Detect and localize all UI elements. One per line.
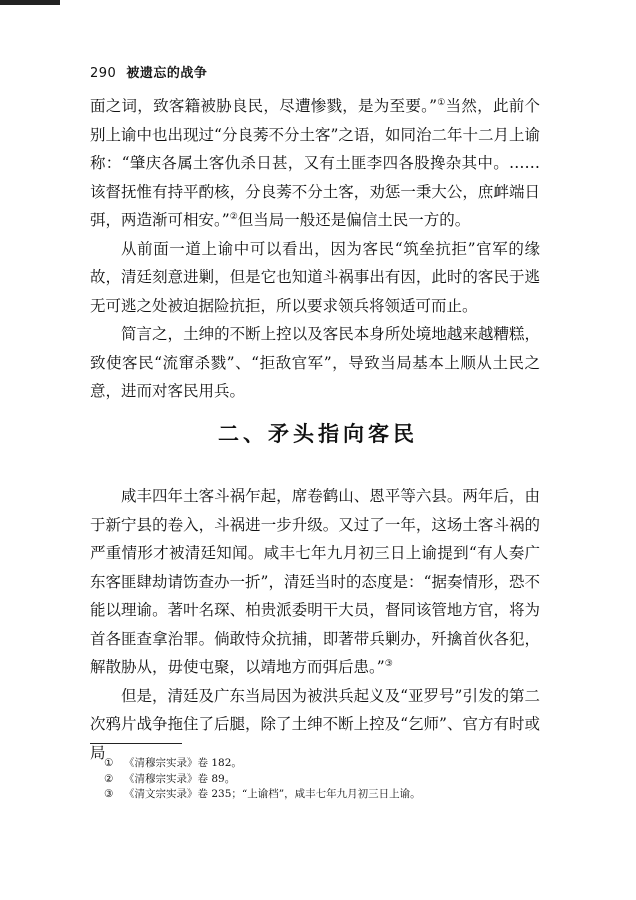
footnote-text: 《清文宗实录》卷 235；“上谕档”，咸丰七年九月初三日上谕。: [124, 788, 421, 800]
footnote: [90, 787, 550, 803]
paragraph-text: 咸丰四年土客斗祸乍起，席卷鹤山、恩平等六县。两年后，由于新宁县的卷入，斗祸进一步升级。又过了一年，这场土客斗祸的严重情形才被清廷知闻。咸丰七年九月初三日上谕提到“有人奏广东客匪肆劫请饬查办一折”，清廷当时的态度是：“据奏情形，恐不能以理谕。著叶名琛、柏贵派委明干大员，督同该管地方官，将为首各匪查拿治罪。倘敢恃众抗捕，即著带兵剿办，歼擒首伙各犯，解散胁从，毋使屯聚，以靖地方而弭后患。”: [90, 487, 540, 676]
scan-edge-mark: [0, 0, 60, 5]
footnote-mark: ①: [104, 757, 114, 769]
section-heading: 二、矛头指向客民: [218, 421, 418, 446]
paragraph-text: 当然，此前个别上谕中也出现过“分良莠不分土客”之语，如同治二年十二月上谕称：“肇庆各属土客仇杀日甚，又有土匪李四各股搀杂其中。……该督抚惟有持平酌核，分良莠不分土客，劝惩一秉大公，庶衅端日弭，两造渐可相安。”: [90, 97, 540, 229]
footnote-text: 《清穆宗实录》卷 182。: [124, 757, 242, 769]
paragraph-text: 但当局一般还是偏信土民一方的。: [237, 211, 471, 229]
footnote-ref: ①: [437, 97, 446, 108]
footnote-divider: [90, 743, 182, 744]
body-text-bottom: [90, 482, 540, 767]
footnote-text: 《清穆宗实录》卷 89。: [124, 772, 236, 785]
footnote-mark: ③: [104, 788, 114, 800]
footnote: [90, 756, 550, 772]
footnotes: [90, 756, 550, 803]
paragraph-text: 面之词，致客籍被胁良民，尽遭惨戮，是为至要。”: [90, 97, 438, 115]
paragraph: [90, 92, 540, 235]
footnote-mark: ②: [104, 772, 114, 785]
footnote-ref: ②: [229, 211, 238, 222]
paragraph: 从前面一道上谕中可以看出，因为客民“筑垒抗拒”官军的缘故，清廷刻意进剿，但是它也知道斗祸事出有因，此时的客民于逃无可逃之处被迫据险抗拒，所以要求领兵将领适可而止。: [90, 239, 540, 315]
running-header: [90, 62, 207, 81]
body-text-top: [90, 92, 540, 406]
paragraph: 简言之，土绅的不断上控以及客民本身所处境地越来越糟糕，致使客民“流窜杀戮”、“拒敌官军”，导致当局基本上顺从土民之意，进而对客民用兵。: [90, 325, 540, 400]
footnote-ref: ③: [384, 658, 393, 669]
book-title: 被遗忘的战争: [126, 66, 208, 81]
page-number: 290: [90, 66, 117, 81]
paragraph: [90, 482, 540, 682]
footnote: [90, 772, 550, 788]
paragraph: 但是，清廷及广东当局因为被洪兵起义及“亚罗号”引发的第二次鸦片战争拖住了后腿，除了土绅不断上控及“乞师”、官方有时或局: [90, 686, 540, 762]
